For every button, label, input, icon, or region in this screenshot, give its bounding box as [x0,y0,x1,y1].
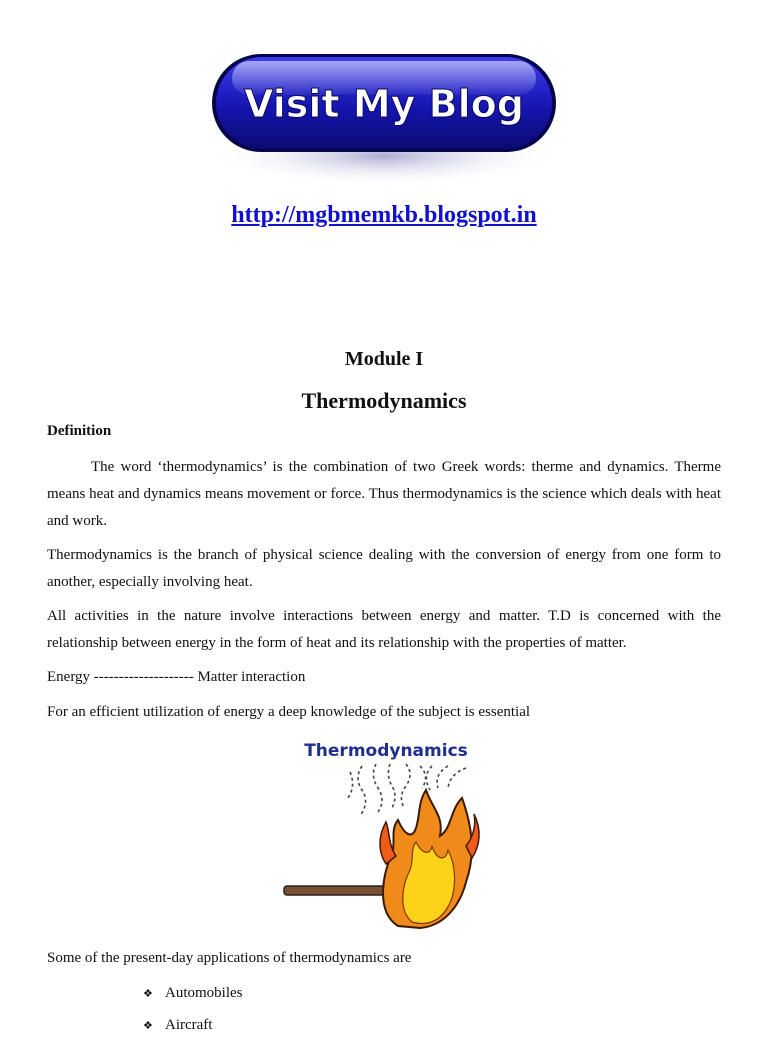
page-title: Thermodynamics [301,388,467,413]
list-item [143,980,243,1008]
diamond-bullet-icon: ❖ [143,1020,153,1032]
paragraph-energy-matter: Energy -------------------- Matter interaction [47,669,306,685]
diamond-bullet-icon: ❖ [143,988,153,1000]
visit-blog-banner[interactable] [206,48,562,188]
figure-caption: Thermodynamics [304,741,468,761]
paragraph-interactions: All activities in the nature involve interactions between energy and matter. T.D is concerned with the relationship between energy in the form of heat and its relationship with the properties of matter. [47,608,721,651]
paragraph-utilization: For an efficient utilization of energy a deep knowledge of the subject is essential [47,704,531,720]
thermodynamics-figure [280,736,490,932]
paragraph-etymology: The word ‘thermodynamics’ is the combination of two Greek words: therme and dynamics. Therme means heat and dynamics means movement or force. Thus thermodynamics is the science which deals with heat and work. [47,459,721,529]
burning-match-icon [280,736,490,932]
applications-intro: Some of the present-day applications of thermodynamics are [47,950,412,966]
blog-link[interactable]: http://mgbmemkb.blogspot.in [231,202,537,228]
paragraph-branch: Thermodynamics is the branch of physical science dealing with the conversion of energy from one form to another, especially involving heat. [47,547,721,590]
banner-label: Visit My Blog [244,82,524,126]
module-heading: Module I [344,348,424,370]
banner-graphic [206,48,562,188]
list-item [143,1012,212,1040]
list-item-label: Automobiles [165,985,243,1001]
list-item-label: Aircraft [165,1017,213,1033]
definition-heading: Definition [47,423,112,439]
